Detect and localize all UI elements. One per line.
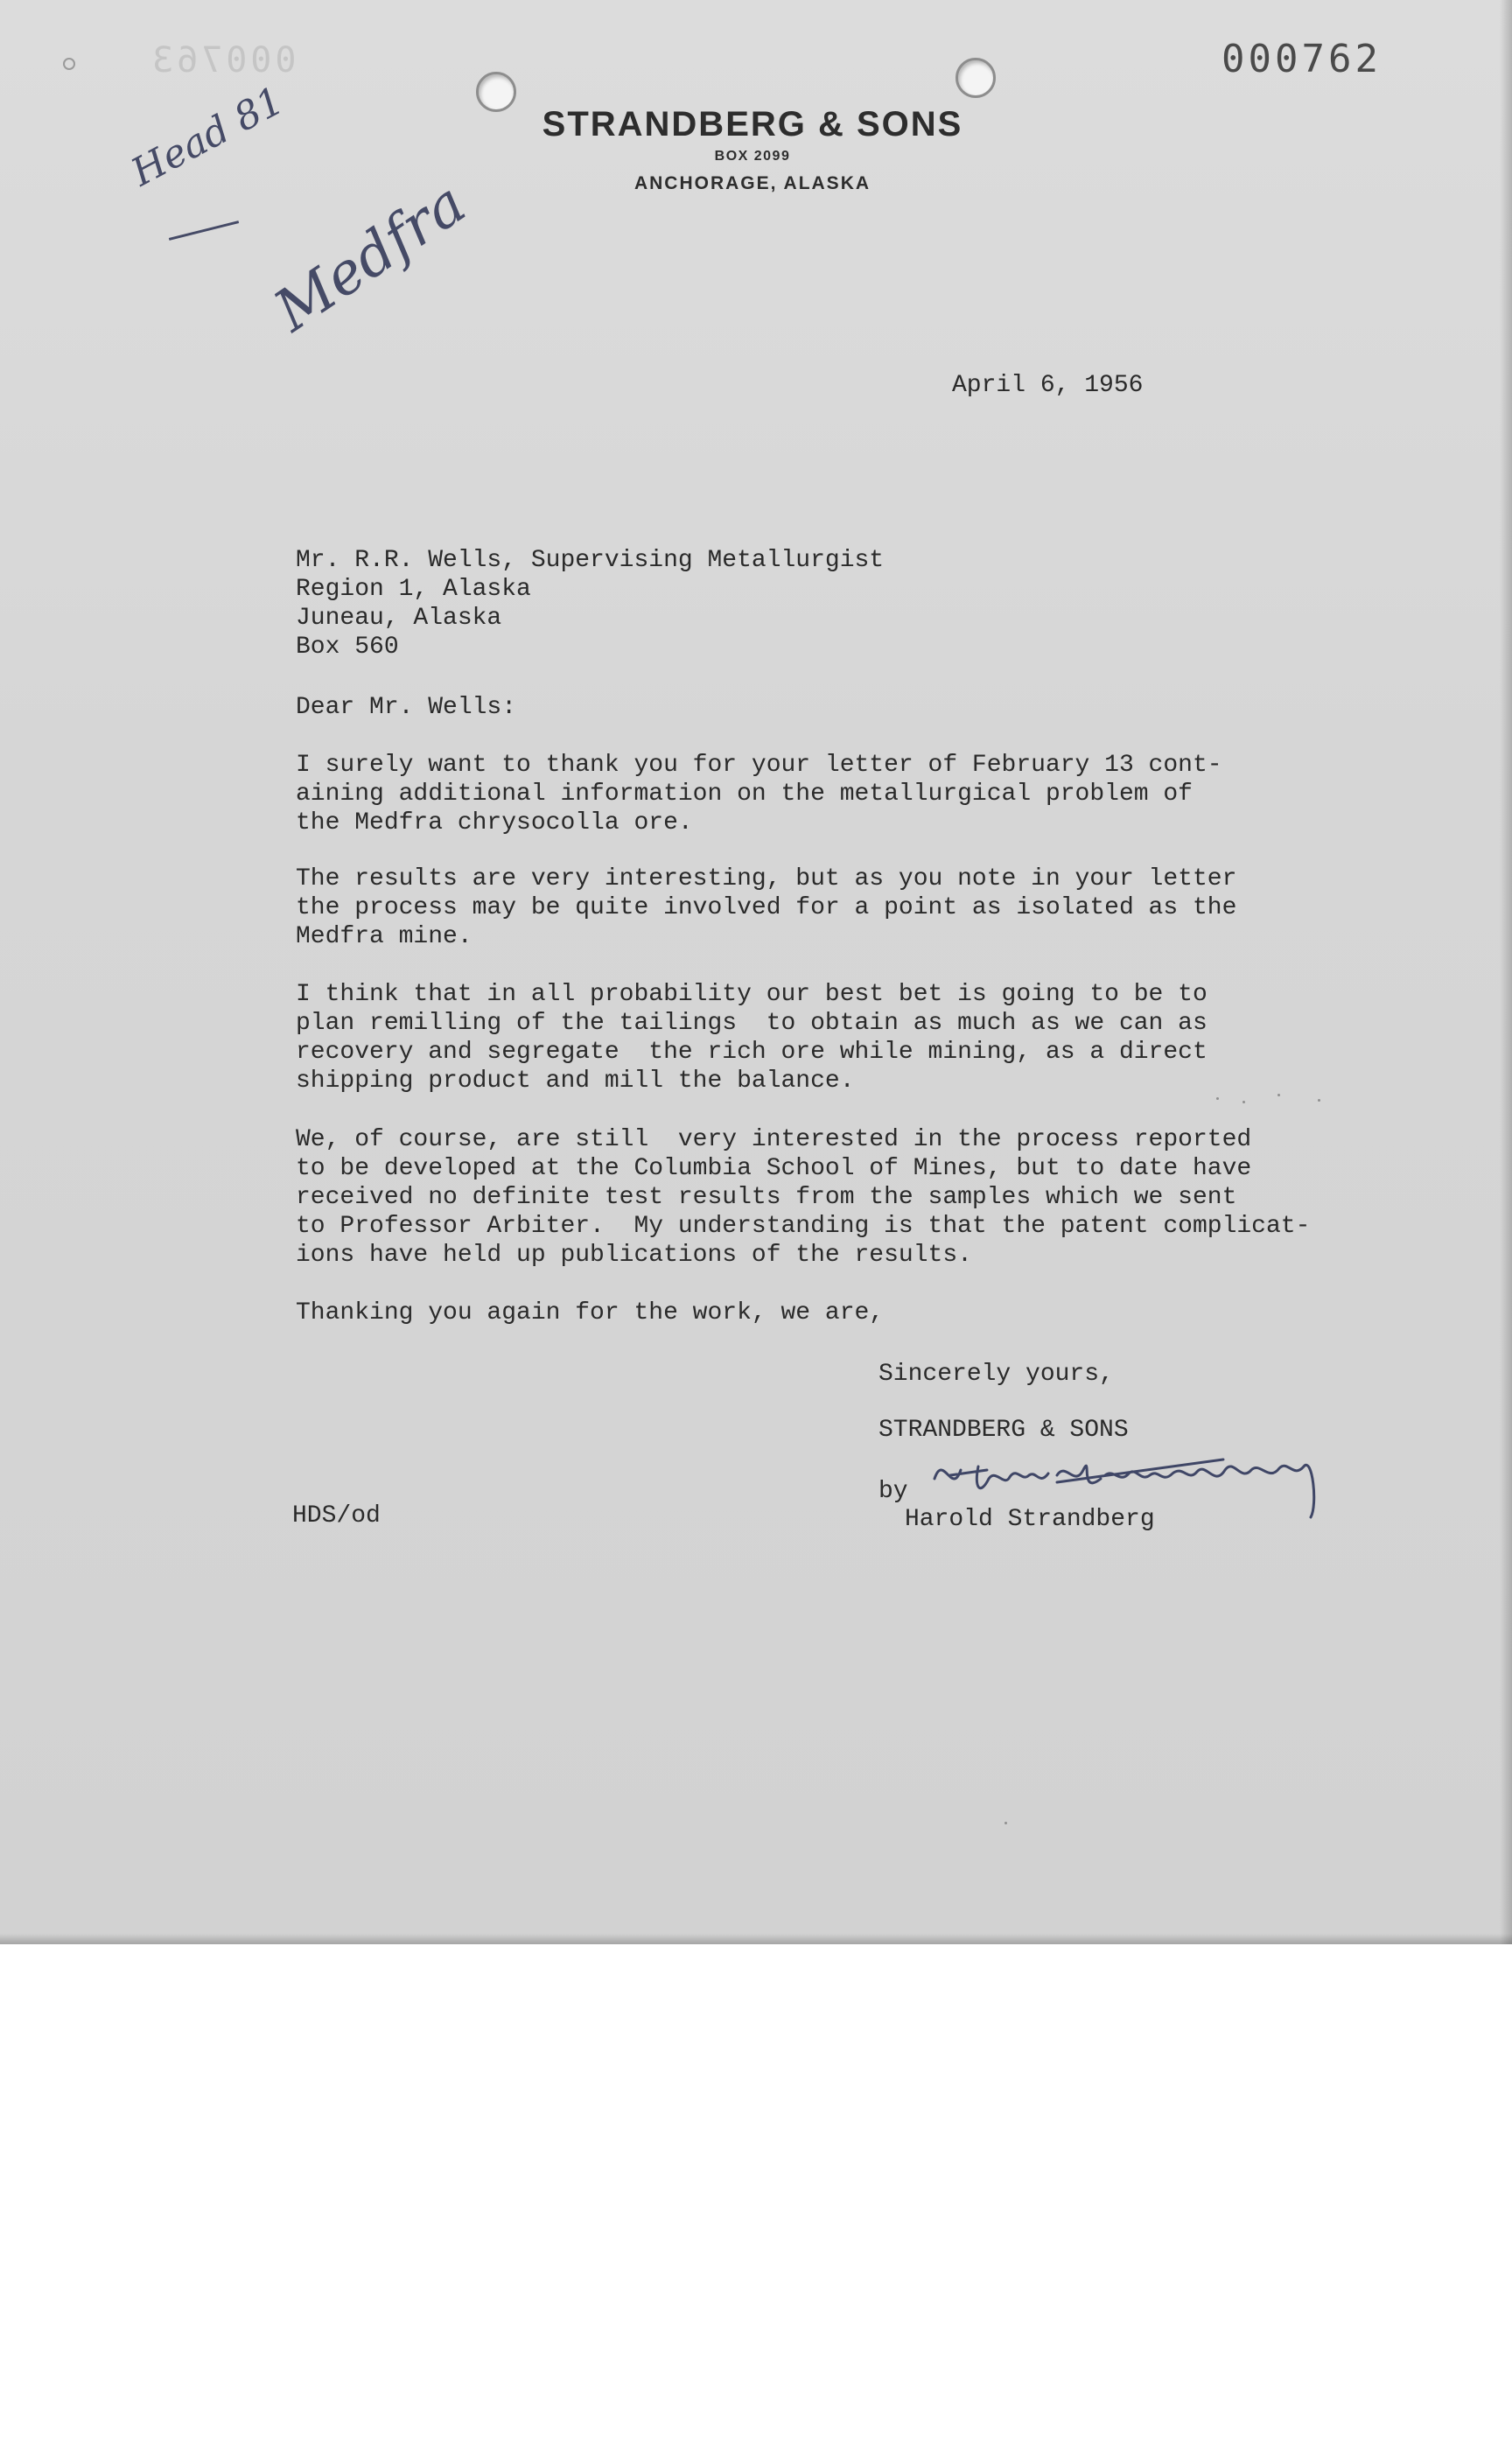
address-line: Mr. R.R. Wells, Supervising Metallurgist (296, 547, 885, 574)
sheet-shadow-right (1500, 0, 1512, 1944)
letter-date: April 6, 1956 (952, 372, 1144, 399)
handwritten-underline (169, 220, 239, 241)
address-line: Box 560 (296, 634, 399, 661)
paper-speck (1242, 1101, 1245, 1103)
address-line: Region 1, Alaska (296, 576, 531, 603)
letterhead (455, 103, 1050, 194)
handwritten-medfra-note: Medfra (262, 169, 478, 345)
letterhead-box: BOX 2099 (714, 149, 791, 164)
body-paragraph: We, of course, are still very interested in the process reported to be developed at the Columbia School of Mines, but to date have received no definite test results from the samples which we sent to Professor Arbiter. My understanding is that the patent complicat- ions have held up publications of the results. (296, 1126, 1311, 1269)
handwritten-head-note: Head 81 (124, 78, 291, 196)
sheet-shadow-bottom (0, 1934, 1512, 1944)
reference-initials: HDS/od (292, 1502, 381, 1530)
salutation: Dear Mr. Wells: (296, 694, 517, 721)
document-number-stamp: 000762 (1222, 37, 1382, 81)
body-paragraph: I think that in all probability our best bet is going to be to plan remilling of the tailings to obtain as much as we can as recovery and segregate the rich ore while mining, as a direct shipping product and mill the balance. (296, 981, 1208, 1095)
letterhead-city: ANCHORAGE, ALASKA (634, 173, 872, 193)
paper-speck (1278, 1094, 1280, 1096)
address-line: Juneau, Alaska (296, 605, 502, 632)
signature-by: by (878, 1478, 908, 1505)
complimentary-close: Sincerely yours, (878, 1361, 1114, 1388)
paper-speck (1004, 1822, 1007, 1824)
paper-speck (1318, 1099, 1320, 1102)
ghost-mark (63, 58, 75, 70)
punch-hole-right (956, 58, 996, 98)
body-paragraph: The results are very interesting, but as you note in your letter the process may be quite involved for a point as isolated as the Medfra mine. (296, 865, 1237, 950)
body-paragraph: I surely want to thank you for your letter of February 13 cont- aining additional information on the metallurgical problem of the Medfra chrysocolla ore. (296, 752, 1222, 836)
signature-company: STRANDBERG & SONS (878, 1417, 1129, 1444)
paper-speck (1216, 1097, 1219, 1100)
letterhead-company: STRANDBERG & SONS (542, 105, 963, 144)
inside-address (296, 546, 884, 662)
ghost-document-number: 000763 (149, 40, 297, 80)
signer-name: Harold Strandberg (905, 1506, 1155, 1533)
closing-line: Thanking you again for the work, we are, (296, 1299, 885, 1326)
